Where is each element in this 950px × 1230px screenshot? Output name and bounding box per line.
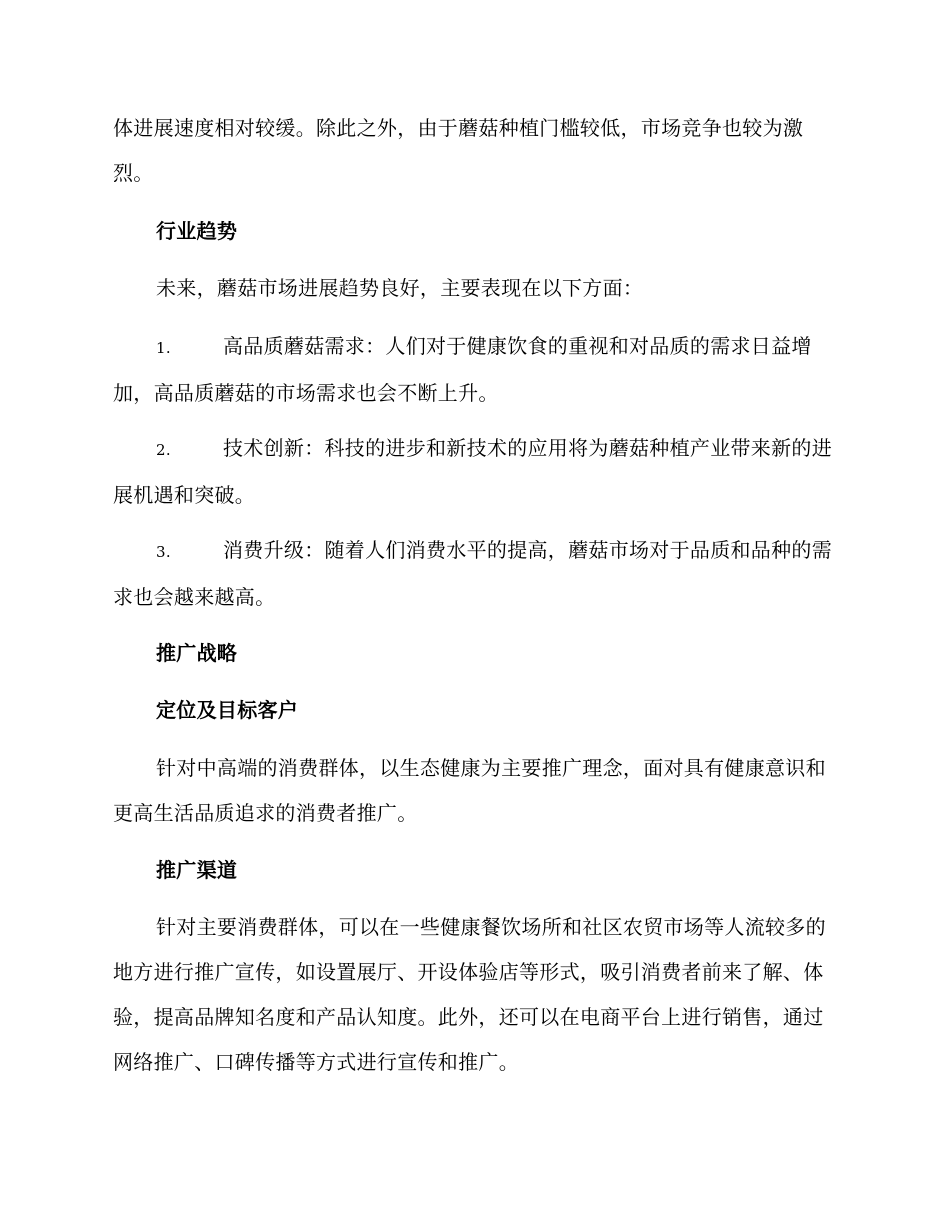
list-item-text: 高品质蘑菇需求：人们对于健康饮食的重视和对品质的需求日益增加，高品质蘑菇的市场需求也会不断上升。 <box>113 334 812 405</box>
trend-paragraph: 未来，蘑菇市场进展趋势良好，主要表现在以下方面： <box>156 276 644 300</box>
list-item <box>113 426 833 518</box>
list-number: 1. <box>156 339 171 357</box>
list-item-text: 技术创新：科技的进步和新技术的应用将为蘑菇种植产业带来新的进展机遇和突破。 <box>113 436 832 507</box>
heading-industry-trend: 行业趋势 <box>156 219 238 243</box>
intro-paragraph: 体进展速度相对较缓。除此之外，由于蘑菇种植门槛较低，市场竞争也较为激烈。 <box>113 116 804 185</box>
heading-promotion-channel: 推广渠道 <box>156 858 238 882</box>
list-item-text: 消费升级：随着人们消费水平的提高，蘑菇市场对于品质和品种的需求也会越来越高。 <box>113 538 832 609</box>
list-number: 2. <box>156 441 171 459</box>
heading-promotion-strategy: 推广战略 <box>156 641 238 665</box>
list-item <box>113 324 833 416</box>
list-number: 3. <box>156 543 171 561</box>
list-item <box>113 528 833 620</box>
heading-positioning-target: 定位及目标客户 <box>156 698 299 722</box>
channel-paragraph: 针对主要消费群体，可以在一些健康餐饮场所和社区农贸市场等人流较多的地方进行推广宣传，如设置展厅、开设体验店等形式，吸引消费者前来了解、体验，提高品牌知名度和产品认知度。此外，还可以在电商平台上进行销售，通过网络推广、口碑传播等方式进行宣传和推广。 <box>113 915 826 1074</box>
target-paragraph: 针对中高端的消费群体，以生态健康为主要推广理念，面对具有健康意识和更高生活品质追求的消费者推广。 <box>113 756 826 825</box>
